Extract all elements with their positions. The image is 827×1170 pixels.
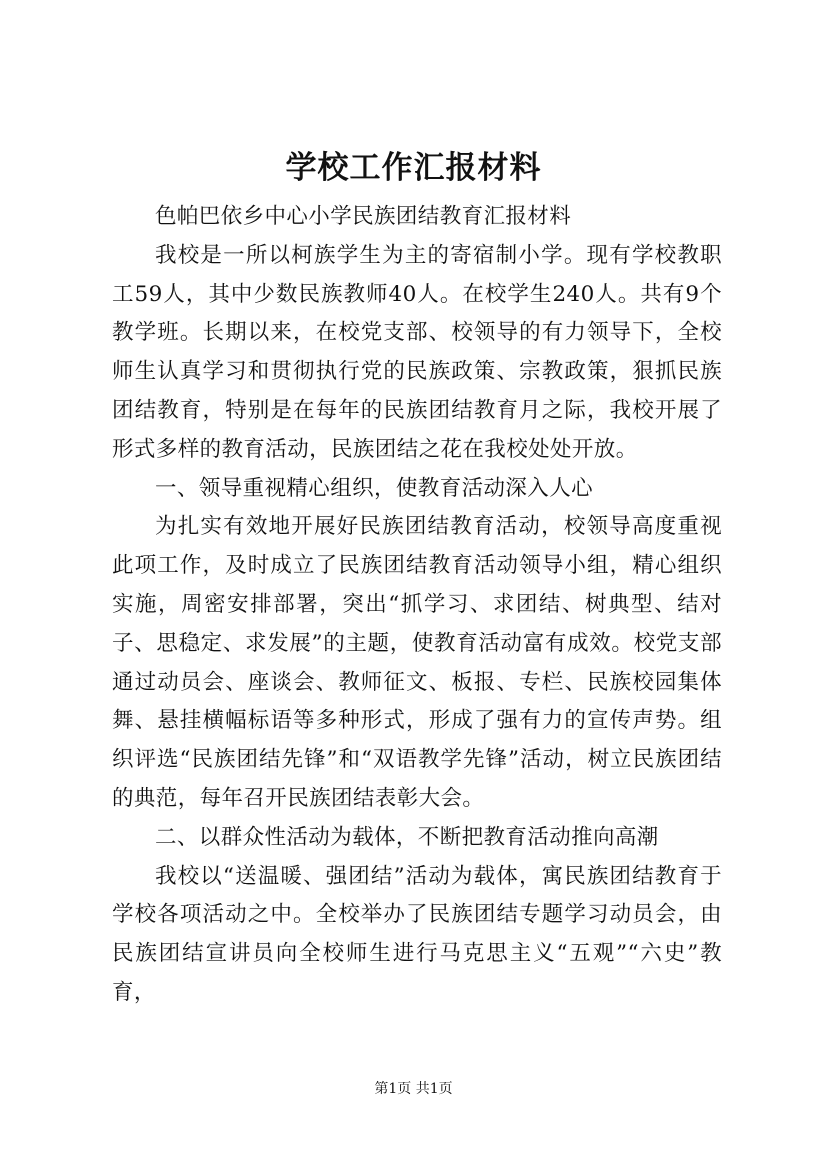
subtitle-paragraph: 色帕巴依乡中心小学民族团结教育汇报材料 [155,204,572,229]
section-2-paragraph: 我校以“送温暖、强团结”活动为载体，寓民族团结教育于学校各项活动之中。全校举办了民族团结专题学习动员会，由民族团结宣讲员向全校师生进行马克思主义“五观”“六史”教育， [112,863,722,1005]
section-heading-1: 一、领导重视精心组织，使教育活动深入人心 [155,475,594,501]
intro-paragraph: 我校是一所以柯族学生为主的寄宿制小学。现有学校教职工59人，其中少数民族教师40人。在校学生240人。共有9个教学班。长期以来，在校党支部、校领导的有力领导下，全校师生认真学习和贯彻执行党的民族政策、宗教政策，狠抓民族团结教育，特别是在每年的民族团结教育月之际，我校开展了形式多样的教育活动，民族团结之花在我校处处开放。 [112,242,722,462]
section-1-paragraph: 为扎实有效地开展好民族团结教育活动，校领导高度重视此项工作，及时成立了民族团结教育活动领导小组，精心组织实施，周密安排部署，突出“抓学习、求团结、树典型、结对子、思稳定、求发展”的主题，使教育活动富有成效。校党支部通过动员会、座谈会、教师征文、板报、专栏、民族校园集体舞、悬挂横幅标语等多种形式，形成了强有力的宣传声势。组织评选“民族团结先锋”和“双语教学先锋”活动，树立民族团结的典范，每年召开民族团结表彰大会。 [112,514,722,811]
document-body [112,198,722,1013]
section-heading-2: 二、以群众性活动为载体，不断把教育活动推向高潮 [155,824,659,850]
document-title: 学校工作汇报材料 [285,150,542,186]
page-footer: 第1页 共1页 [374,1081,453,1097]
